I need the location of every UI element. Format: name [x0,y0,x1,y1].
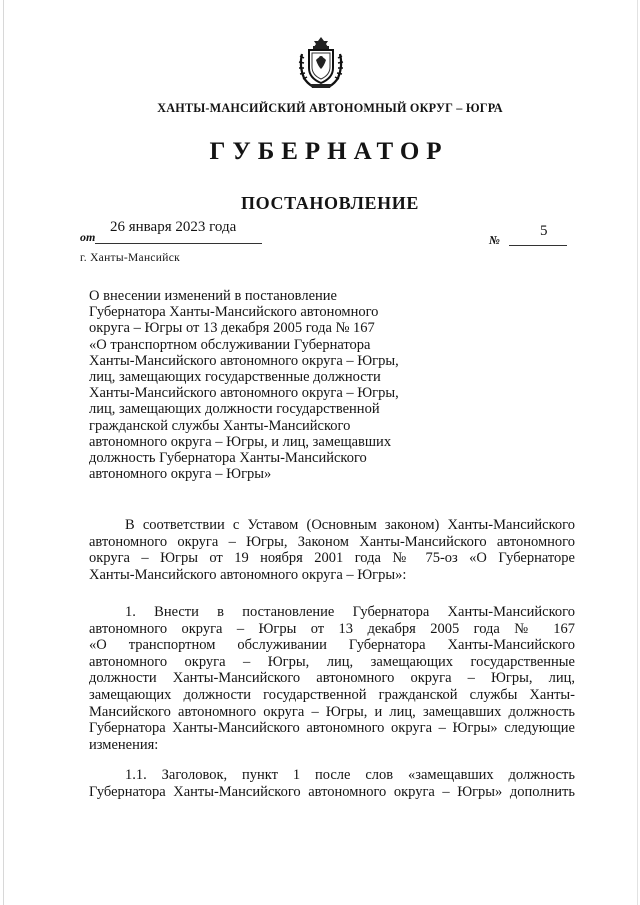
number-underline [509,245,567,246]
scan-edge-left [3,0,4,905]
subject-line: лиц, замещающих государственные должности [89,369,381,386]
paragraph-line: 1. Внести в постановление Губернатора Ханты-Мансийского [125,604,575,620]
subject-line: О внесении изменений в постановление [89,288,337,304]
subject-line: Ханты-Мансийского автономного округа – Югры, [89,352,399,369]
paragraph-line: Ханты-Мансийского автономного округа – Югры»: [89,566,407,583]
decree-number: 5 [540,223,548,239]
decree-subject [89,288,429,482]
paragraph-line: округа – Югры от 19 ноября 2001 года № 75-оз «О Губернаторе [89,550,575,567]
number-sign-label: № [489,233,500,247]
paragraph-line: В соответствии с Уставом (Основным законом) Ханты-Мансийского [125,517,575,533]
subject-line: округа – Югры от 13 декабря 2005 года № 167 [89,320,375,337]
coat-of-arms-emblem [296,34,346,90]
subject-line: гражданской службы Ханты-Мансийского [89,417,351,434]
item-1-paragraph [89,604,575,753]
paragraph-line: должности Ханты-Мансийского автономного округа – Югры, лиц, [89,670,575,687]
region-name: ХАНТЫ-МАНСИЙСКИЙ АВТОНОМНЫЙ ОКРУГ – ЮГРА [157,101,503,115]
subject-line: Губернатора Ханты-Мансийского автономного [89,304,379,321]
subject-line: «О транспортном обслуживании Губернатора [89,336,371,353]
subject-line: автономного округа – Югры, и лиц, замещавших [89,433,392,450]
paragraph-line: Губернатора Ханты-Мансийского автономного округа – Югры» следующие [89,720,575,737]
subject-line: должность Губернатора Ханты-Мансийского [89,450,367,467]
governor-title: ГУБЕРНАТОР [209,138,449,165]
scan-edge-right [637,0,638,905]
date-prefix-label: от [80,230,96,244]
paragraph-line: изменения: [89,736,159,753]
paragraph-line: Мансийского автономного округа – Югры, и лиц, замещавших должность [89,703,575,720]
paragraph-line: Губернатора Ханты-Мансийского автономного округа – Югры» дополнить [89,783,575,800]
preamble-paragraph [89,517,575,583]
item-1-1-paragraph [89,767,575,800]
paragraph-line: «О транспортном обслуживании Губернатора Ханты-Мансийского [89,637,575,654]
document-type: ПОСТАНОВЛЕНИЕ [241,193,419,213]
decree-date: 26 января 2023 года [110,219,237,235]
paragraph-line: автономного округа – Югры, лиц, замещающих государственные [89,653,575,670]
subject-line: Ханты-Мансийского автономного округа – Югры, [89,385,399,402]
paragraph-line: автономного округа – Югры, Законом Ханты-Мансийского автономного [89,533,575,550]
subject-line: автономного округа – Югры» [89,466,272,483]
subject-line: лиц, замещающих должности государственной [89,401,380,418]
city-name: г. Ханты-Мансийск [80,252,181,264]
paragraph-line: автономного округа – Югры от 13 декабря 2005 года № 167 [89,620,575,637]
paragraph-line: 1.1. Заголовок, пункт 1 после слов «замещавших должность [125,767,575,783]
date-underline [95,243,262,244]
paragraph-line: замещающих должности государственной гражданской службы Ханты- [89,686,575,703]
